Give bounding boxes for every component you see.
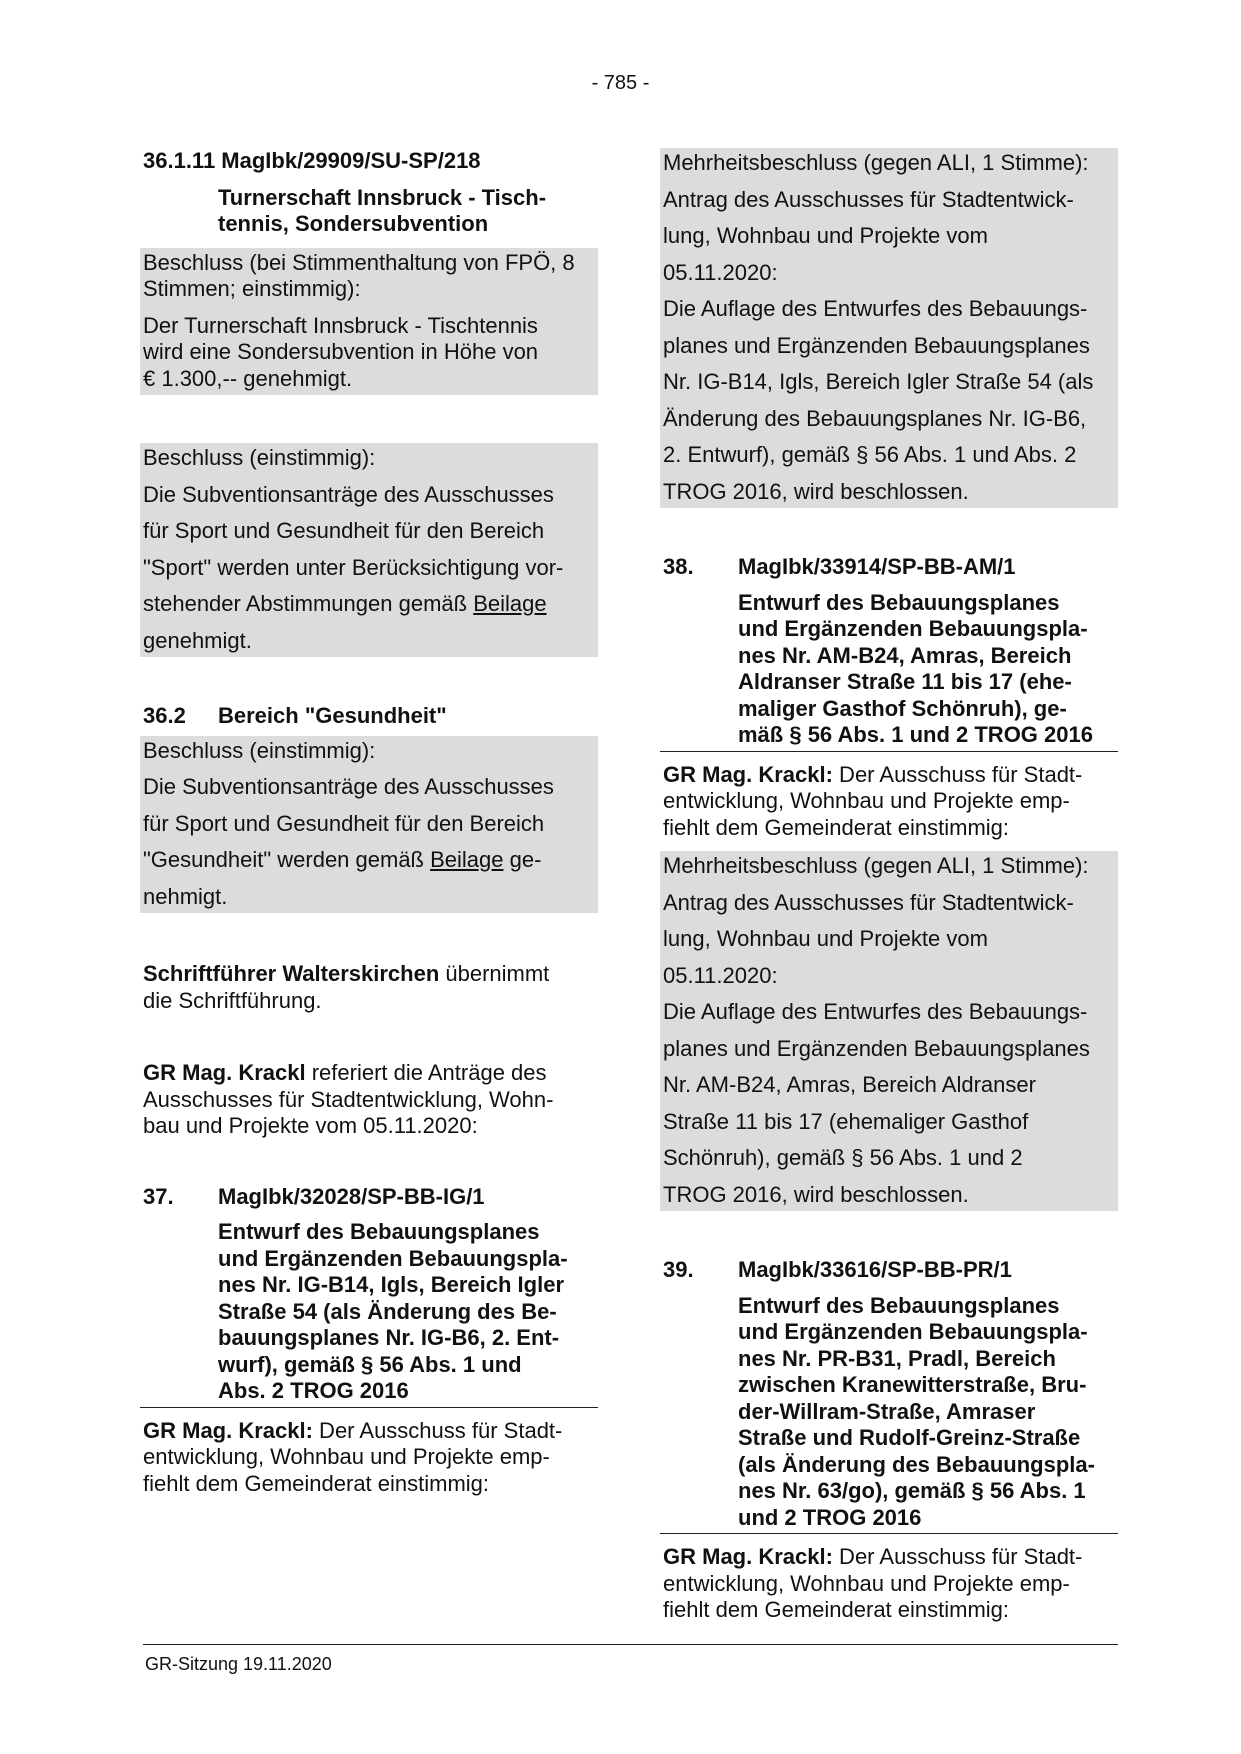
vote-line: Mehrheitsbeschluss (gegen ALI, 1 Stimme):	[663, 853, 1089, 878]
speaker-line: entwicklung, Wohnbau und Projekte emp-	[663, 1570, 1070, 1596]
resolution-text: Die Subventionsanträge des Ausschusses	[143, 774, 554, 799]
speaker-name: GR Mag. Krackl:	[663, 761, 833, 787]
item-36-1-11	[143, 148, 598, 395]
section-title: Bereich "Gesundheit"	[218, 703, 447, 728]
text-part: Der Ausschuss für Stadt-	[312, 1417, 563, 1443]
text-part: übernimmt	[439, 961, 550, 986]
item-heading-block	[660, 1257, 1118, 1534]
resolution-text	[143, 591, 595, 618]
resolution-text: planes und Ergänzenden Bebauungsplanes	[663, 1035, 1090, 1061]
item-title-line: Aldranser Straße 11 bis 17 (ehe-	[738, 669, 1072, 694]
item-title-line: mäß § 56 Abs. 1 und 2 TROG 2016	[738, 722, 1093, 747]
resolution-text: Nr. IG-B14, Igls, Bereich Igler Straße 54 (als	[663, 369, 1094, 394]
speaker-line	[663, 762, 1118, 789]
item-title-line: nes Nr. 63/go), gemäß § 56 Abs. 1	[738, 1478, 1086, 1503]
item-title-line: und Ergänzenden Bebauungspla-	[738, 1319, 1088, 1344]
motion-line: Antrag des Ausschusses für Stadtentwick-	[663, 186, 1074, 212]
resolution-text: für Sport und Gesundheit für den Bereich	[143, 810, 545, 836]
item-title-line: Entwurf des Bebauungsplanes	[738, 589, 1060, 615]
item-title-line: tennis, Sondersubvention	[218, 211, 489, 236]
secretary-line: die Schriftführung.	[143, 987, 322, 1013]
right-column	[663, 148, 1118, 1624]
item-title-line: Entwurf des Bebauungsplanes	[218, 1219, 540, 1244]
item-38	[663, 554, 1118, 1211]
item-title-line: Abs. 2 TROG 2016	[218, 1378, 409, 1403]
speaker-line: entwicklung, Wohnbau und Projekte emp-	[143, 1444, 550, 1469]
resolution-box	[660, 851, 1118, 1211]
item-title-line: maliger Gasthof Schönruh), ge-	[738, 695, 1067, 721]
item-title-line: der-Willram-Straße, Amraser	[738, 1398, 1036, 1424]
resolution-text: "Sport" werden unter Berücksichtigung vor-	[143, 554, 564, 580]
sport-resolution-box	[140, 443, 598, 657]
resolution-text: wird eine Sondersubvention in Höhe von	[143, 339, 539, 364]
resolution-text: Die Auflage des Entwurfes des Bebauungs-	[663, 999, 1088, 1024]
speaker-name: GR Mag. Krackl:	[143, 1417, 313, 1443]
item-heading-block	[140, 1184, 598, 1408]
speaker-line: fiehlt dem Gemeinderat einstimmig:	[143, 1470, 490, 1496]
page-number: - 785 -	[591, 72, 650, 94]
resolution-text: Der Turnerschaft Innsbruck - Tischtennis	[143, 312, 538, 338]
resolution-text: Schönruh), gemäß § 56 Abs. 1 und 2	[663, 1145, 1023, 1170]
section-36-2	[143, 703, 598, 913]
resolution-text: planes und Ergänzenden Bebauungsplanes	[663, 332, 1090, 358]
beilage-link[interactable]: Beilage	[430, 847, 504, 872]
item-number: 38.	[663, 554, 694, 579]
speaker-line: fiehlt dem Gemeinderat einstimmig:	[663, 1597, 1010, 1622]
item-title-line: Turnerschaft Innsbruck - Tisch-	[218, 184, 547, 210]
secretary-note	[143, 961, 598, 1014]
item-title-line: nes Nr. IG-B14, Igls, Bereich Igler	[218, 1272, 565, 1297]
secretary-line	[143, 961, 598, 988]
referent-line: bau und Projekte vom 05.11.2020:	[143, 1113, 478, 1138]
resolution-text: für Sport und Gesundheit für den Bereich	[143, 518, 545, 543]
resolution-text: Änderung des Bebauungsplanes Nr. IG-B6,	[663, 405, 1087, 431]
item-title-line: und Ergänzenden Bebauungspla-	[738, 616, 1088, 641]
item-heading	[143, 1184, 598, 1211]
motion-line: 05.11.2020:	[663, 962, 778, 988]
text-part: "Gesundheit" werden gemäß	[143, 847, 431, 872]
resolution-text: 2. Entwurf), gemäß § 56 Abs. 1 und Abs. 2	[663, 442, 1077, 467]
vote-line: Beschluss (einstimmig):	[143, 737, 376, 763]
speaker-line	[663, 1544, 1118, 1571]
referent-line	[143, 1060, 598, 1087]
beilage-link[interactable]: Beilage	[473, 591, 547, 616]
resolution-text: genehmigt.	[143, 627, 252, 653]
item-code: MagIbk/32028/SP-BB-IG/1	[218, 1183, 485, 1209]
resolution-box	[140, 248, 598, 396]
speaker-line: entwicklung, Wohnbau und Projekte emp-	[663, 788, 1070, 813]
vote-line: Mehrheitsbeschluss (gegen ALI, 1 Stimme):	[663, 150, 1089, 175]
item-heading	[663, 554, 1118, 581]
item-number: 37.	[143, 1183, 174, 1209]
item-title-line: nes Nr. AM-B24, Amras, Bereich	[738, 642, 1072, 668]
speaker-line: fiehlt dem Gemeinderat einstimmig:	[663, 814, 1010, 840]
resolution-text: TROG 2016, wird beschlossen.	[663, 1181, 969, 1207]
item-heading	[663, 1257, 1118, 1284]
item-title-line: und Ergänzenden Bebauungspla-	[218, 1245, 568, 1271]
motion-line: Antrag des Ausschusses für Stadtentwick-	[663, 889, 1074, 915]
resolution-text: nehmigt.	[143, 883, 228, 909]
item-title-line: wurf), gemäß § 56 Abs. 1 und	[218, 1351, 522, 1377]
resolution-text: Nr. AM-B24, Amras, Bereich Aldranser	[663, 1072, 1036, 1097]
item-title-line: zwischen Kranewitterstraße, Bru-	[738, 1372, 1087, 1397]
resolution-text	[143, 847, 595, 874]
item-number: 39.	[663, 1257, 694, 1282]
left-column	[143, 148, 598, 1497]
section-number: 36.2	[143, 703, 186, 728]
text-part: Der Ausschuss für Stadt-	[832, 1544, 1083, 1569]
speaker-line	[143, 1418, 598, 1445]
resolution-text: Die Subventionsanträge des Ausschusses	[143, 481, 554, 507]
item-37-resolution-box	[660, 148, 1118, 508]
item-title-line: (als Änderung des Bebauungspla-	[738, 1451, 1095, 1477]
speaker-name: GR Mag. Krackl:	[663, 1544, 833, 1569]
motion-line: 05.11.2020:	[663, 259, 778, 285]
secretary-name: Schriftführer Walterskirchen	[143, 961, 440, 986]
vote-line: Beschluss (bei Stimmenthaltung von FPÖ, 8 Stimmen; einstimmig):	[143, 249, 575, 301]
item-37	[143, 1184, 598, 1498]
referent-note	[143, 1060, 598, 1140]
resolution-text: € 1.300,-- genehmigt.	[143, 365, 353, 391]
item-code: 36.1.11 MagIbk/29909/SU-SP/218	[143, 148, 481, 173]
item-title-line: nes Nr. PR-B31, Pradl, Bereich	[738, 1345, 1056, 1371]
resolution-text: Straße 11 bis 17 (ehemaliger Gasthof	[663, 1108, 1029, 1134]
resolution-box	[140, 736, 598, 914]
item-code: MagIbk/33616/SP-BB-PR/1	[738, 1257, 1012, 1282]
item-title-line: und 2 TROG 2016	[738, 1504, 922, 1530]
vote-line: Beschluss (einstimmig):	[143, 445, 376, 470]
referent-name: GR Mag. Krackl	[143, 1060, 306, 1085]
text-part: Der Ausschuss für Stadt-	[832, 761, 1083, 787]
motion-line: lung, Wohnbau und Projekte vom	[663, 926, 988, 951]
footer-divider	[143, 1644, 1118, 1645]
resolution-text: TROG 2016, wird beschlossen.	[663, 478, 969, 504]
text-part: referiert die Anträge des	[305, 1060, 547, 1085]
item-title-line: bauungsplanes Nr. IG-B6, 2. Ent-	[218, 1325, 560, 1350]
item-title-line: Straße und Rudolf-Greinz-Straße	[738, 1425, 1081, 1450]
item-heading-block	[660, 554, 1118, 752]
referent-line: Ausschusses für Stadtentwicklung, Wohn-	[143, 1086, 554, 1112]
text-part: ge-	[503, 847, 542, 872]
item-code: MagIbk/33914/SP-BB-AM/1	[738, 554, 1016, 579]
section-heading	[143, 703, 598, 730]
footer-text: GR-Sitzung 19.11.2020	[145, 1654, 332, 1674]
motion-line: lung, Wohnbau und Projekte vom	[663, 223, 988, 248]
resolution-text: Die Auflage des Entwurfes des Bebauungs-	[663, 296, 1088, 321]
item-title-line: Entwurf des Bebauungsplanes	[738, 1292, 1060, 1318]
text-part: stehender Abstimmungen gemäß	[143, 591, 474, 616]
item-39	[663, 1257, 1118, 1624]
item-title-line: Straße 54 (als Änderung des Be-	[218, 1298, 557, 1324]
